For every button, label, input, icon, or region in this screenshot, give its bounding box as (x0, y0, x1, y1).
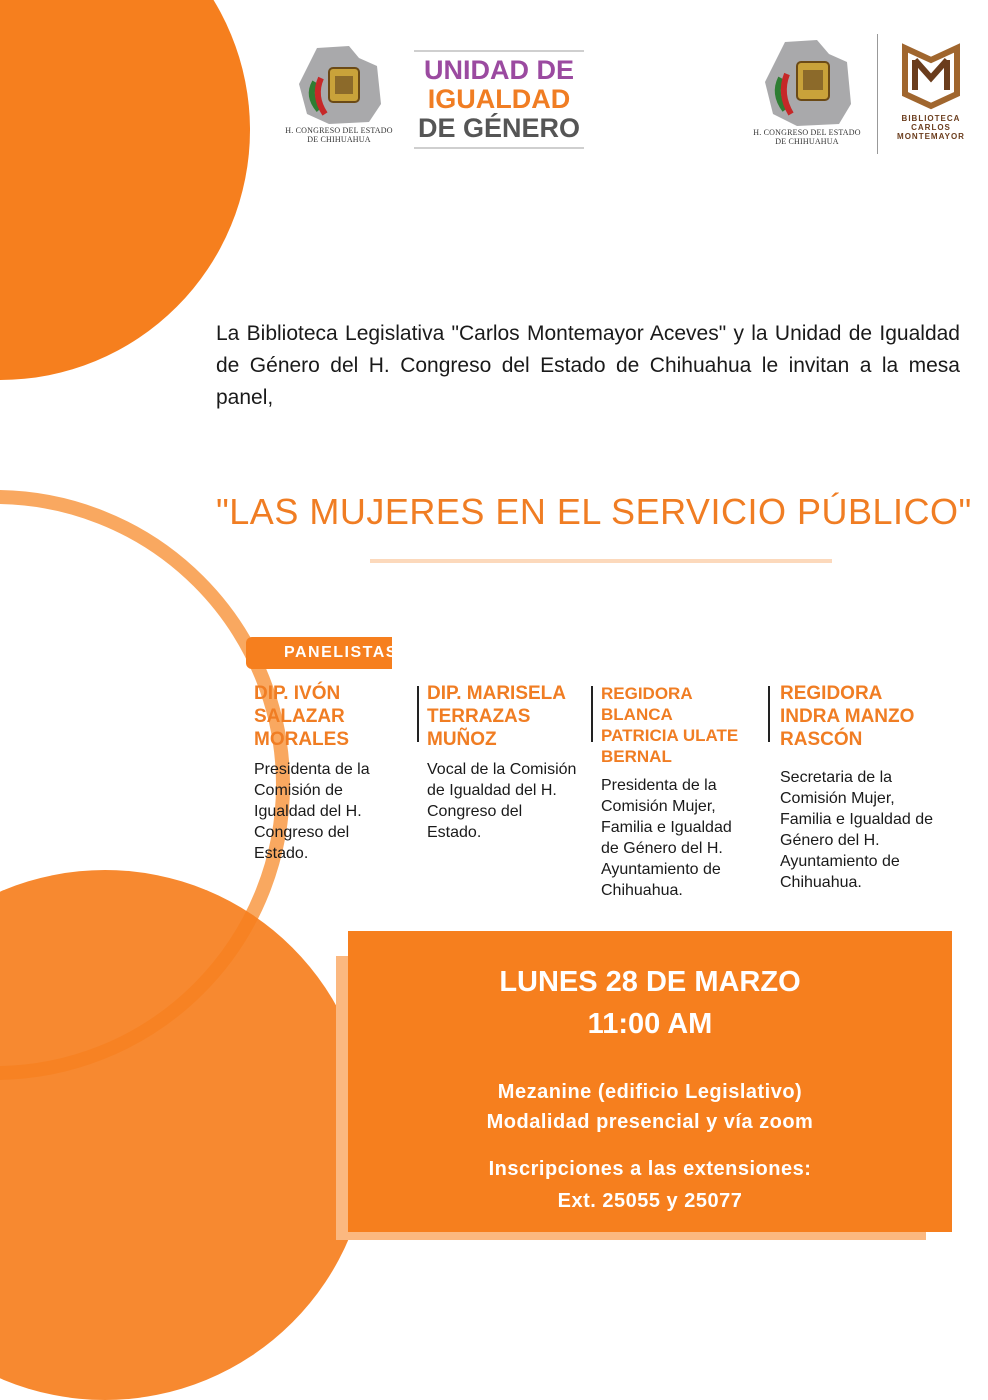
book-m-icon (899, 42, 963, 110)
panelist-description: Presidenta de la Comisión Mujer, Familia e Igualdad de Género del H. Ayuntamiento de Chihuahua. (601, 777, 732, 899)
chihuahua-state-icon (289, 44, 389, 126)
panelist-description: Vocal de la Comisión de Igualdad del H. Congreso del Estado. (427, 761, 577, 841)
event-time: 11:00 AM (587, 1008, 713, 1040)
decorative-circle-top (0, 0, 250, 380)
congreso-logo-right (752, 38, 862, 146)
panelist-4 (780, 682, 940, 893)
panelist-separator (768, 686, 770, 742)
panelist-1 (254, 682, 404, 864)
intro-text: La Biblioteca Legislativa "Carlos Montemayor Aceves" y la Unidad de Igualdad de Género del H. Congreso del Estado de Chihuahua le invitan a la mesa panel, (216, 322, 960, 409)
panelist-separator (591, 686, 593, 742)
biblioteca-logo (896, 42, 966, 141)
event-mode: Modalidad presencial y vía zoom (486, 1111, 814, 1133)
logo-rule-top (414, 50, 584, 52)
chihuahua-state-icon (757, 38, 857, 128)
panelist-2 (427, 682, 577, 843)
panelist-description: Secretaria de la Comisión Mujer, Familia e Igualdad de Género del H. Ayuntamiento de Chihuahua. (780, 769, 933, 891)
event-title: "LAS MUJERES EN EL SERVICIO PÚBLICO" (216, 491, 972, 532)
congreso-caption-right: H. CONGRESO DEL ESTADO DE CHIHUAHUA (753, 128, 861, 146)
event-place: Mezanine (edificio Legislativo) (497, 1081, 803, 1103)
unidad-line2: IGUALDAD (427, 84, 571, 114)
panelist-name: REGIDORA INDRA MANZO RASCÓN (780, 683, 915, 750)
panelistas-label: PANELISTAS (284, 644, 398, 661)
logo-rule-bottom (414, 147, 584, 149)
unidad-igualdad-logo (414, 50, 584, 149)
logo-divider (877, 34, 878, 154)
title-underline (370, 559, 832, 563)
panelist-name: REGIDORA BLANCA PATRICIA ULATE BERNAL (601, 684, 739, 766)
unidad-line3: DE GÉNERO (417, 113, 581, 143)
event-inscriptions: Inscripciones a las extensiones: (488, 1158, 812, 1180)
congreso-logo-left (284, 44, 394, 144)
biblioteca-line1: BIBLIOTECA (901, 114, 961, 123)
unidad-line1: UNIDAD DE (423, 55, 574, 85)
event-info-box (348, 931, 952, 1232)
biblioteca-line3: MONTEMAYOR (897, 132, 965, 141)
panelist-3 (601, 683, 751, 901)
panelist-name: DIP. IVÓN SALAZAR MORALES (254, 683, 349, 750)
panelist-description: Presidenta de la Comisión de Igualdad del H. Congreso del Estado. (254, 761, 370, 862)
biblioteca-line2: CARLOS (911, 123, 951, 132)
panelist-separator (417, 686, 419, 742)
event-extensions: Ext. 25055 y 25077 (557, 1190, 743, 1212)
panelistas-badge (246, 637, 398, 669)
panelist-name: DIP. MARISELA TERRAZAS MUÑOZ (427, 683, 566, 750)
congreso-caption-left: H. CONGRESO DEL ESTADO DE CHIHUAHUA (285, 126, 393, 144)
decorative-circle-bottom (0, 870, 370, 1400)
event-date: LUNES 28 DE MARZO (499, 966, 801, 998)
